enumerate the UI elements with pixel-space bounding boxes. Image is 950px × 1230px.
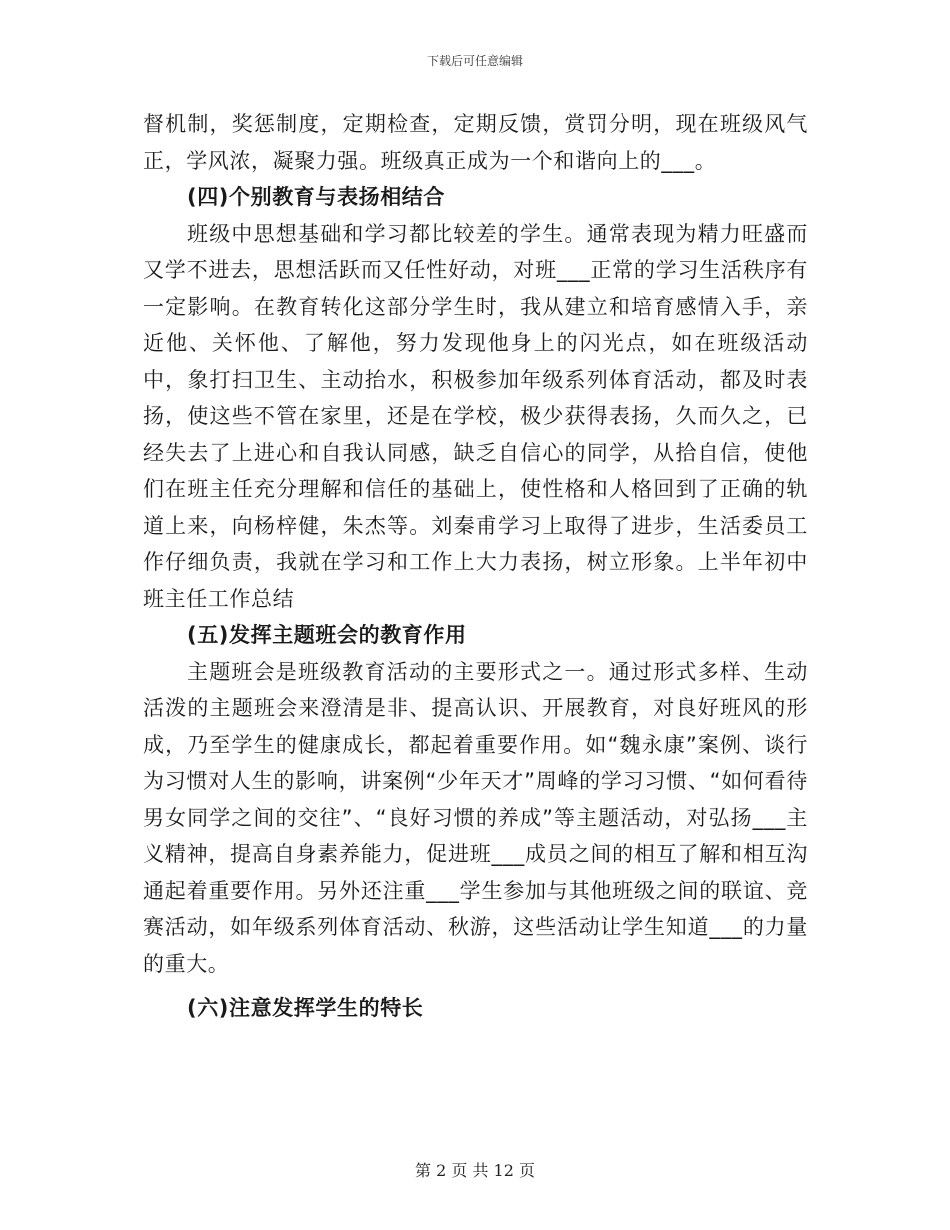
section-heading-6: (六)注意发挥学生的特长	[187, 996, 424, 1020]
document-body	[143, 106, 808, 1027]
page-number: 第 2 页 共 12 页	[415, 1161, 535, 1180]
section-heading-4: (四)个别教育与表扬相结合	[187, 185, 445, 209]
paragraph-theme-meeting: 主题班会是班级教育活动的主要形式之一。通过形式多样、生动活泼的主题班会来澄清是非、提高认识、开展教育，对良好班风的形成，乃至学生的健康成长，都起着重要作用。如“魏永康”案例、谈行为习惯对人生的影响，讲案例“少年天才”周峰的学习习惯、“如何看待男女同学之间的交往”、“良好习惯的养成”等主题活动，对弘扬___主义精神，提高自身素养能力，促进班___成员之间的相互了解和相互沟通起着重要作用。另外还注重___学生参加与其他班级之间的联谊、竞赛活动，如年级系列体育活动、秋游，这些活动让学生知道___的力量的重大。	[143, 659, 808, 976]
paragraph-individual-education: 班级中思想基础和学习都比较差的学生。通常表现为精力旺盛而又学不进去，思想活跃而又任性好动，对班___正常的学习生活秩序有一定影响。在教育转化这部分学生时，我从建立和培育感情入手，亲近他、关怀他、了解他，努力发现他身上的闪光点，如在班级活动中，象打扫卫生、主动抬水，积极参加年级系列体育活动，都及时表扬，使这些不管在家里，还是在学校，极少获得表扬，久而久之，已经失去了上进心和自我认同感，缺乏自信心的同学，从拾自信，使他们在班主任充分理解和信任的基础上，使性格和人格回到了正确的轨道上来，向杨梓健，朱杰等。刘秦甫学习上取得了进步，生活委员工作仔细负责，我就在学习和工作上大力表扬，树立形象。上半年初中班主任工作总结	[143, 221, 808, 611]
paragraph-continuation: 督机制，奖惩制度，定期检查，定期反馈，赏罚分明，现在班级风气正，学风浓，凝聚力强。班级真正成为一个和谐向上的___。	[143, 112, 808, 173]
section-heading-5: (五)发挥主题班会的教育作用	[187, 623, 467, 647]
header-note: 下载后可任意编辑	[426, 54, 523, 68]
